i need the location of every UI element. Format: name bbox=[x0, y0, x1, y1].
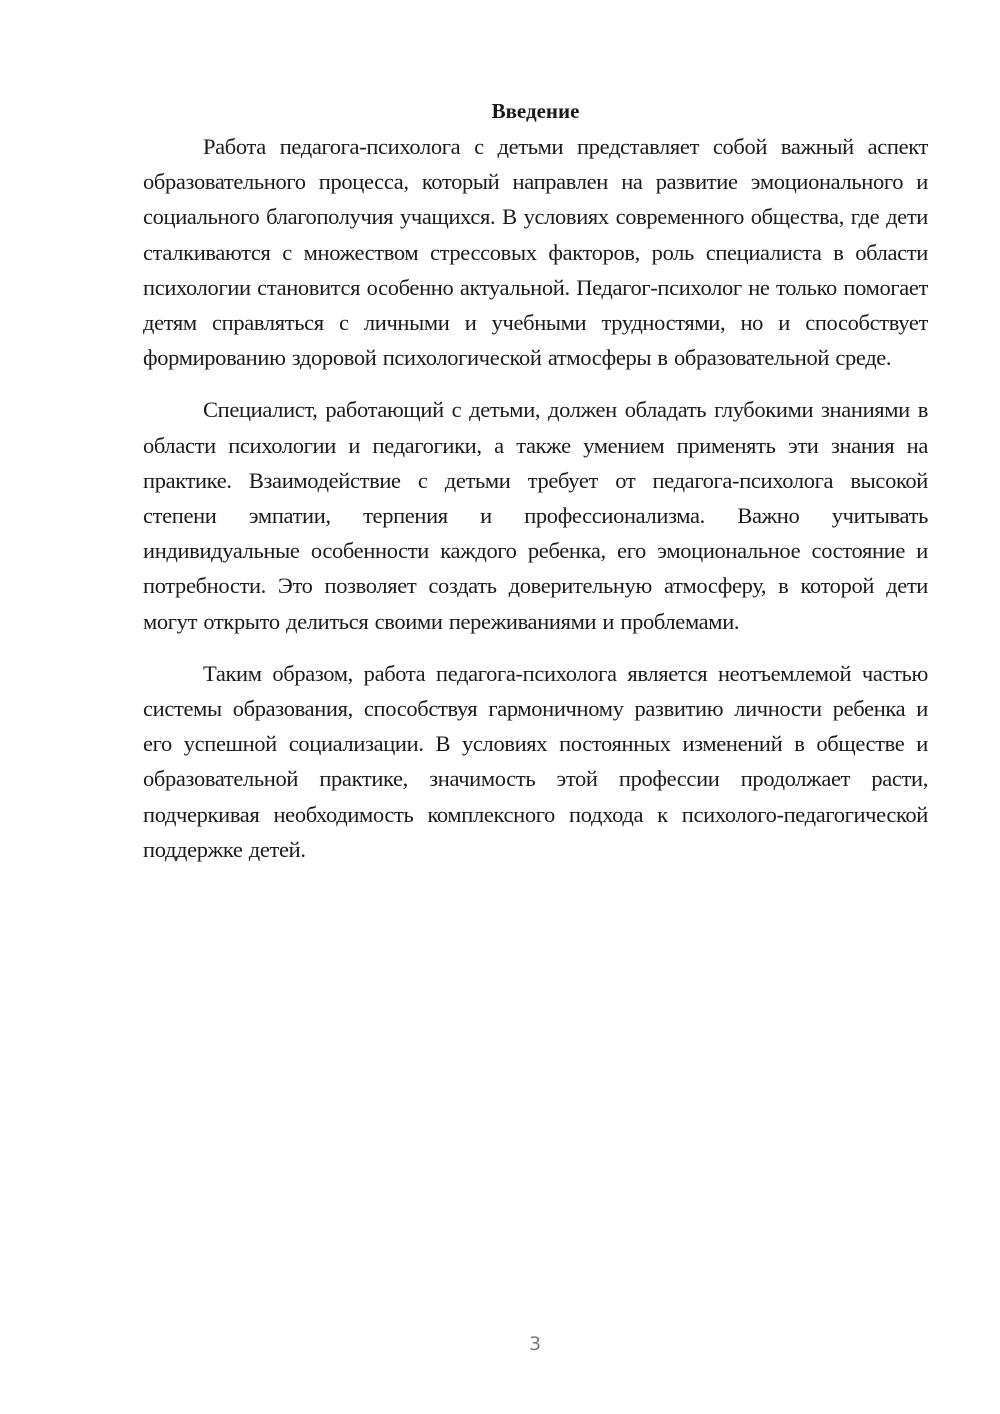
page-number: 3 bbox=[528, 1333, 542, 1355]
paragraph-2: Специалист, работающий с детьми, должен обладать глубокими знаниями в области психологии и педагогики, а также умением применять эти знания на практике. Взаимодействие с детьми требует от педагога-психолога высокой степени эмпатии, терпения и профессионализма. Важно учитывать индивидуальные особенности каждого ребенка, его эмоциональное состояние и потребности. Это позволяет создать доверительную атмосферу, в которой дети могут открыто делиться своими переживаниями и проблемами. bbox=[143, 397, 928, 634]
paragraph-1: Работа педагога-психолога с детьми представляет собой важный аспект образовательного процесса, который направлен на развитие эмоционального и социального благополучия учащихся. В условиях современного общества, где дети сталкиваются с множеством стрессовых факторов, роль специалиста в области психологии становится особенно актуальной. Педагог-психолог не только помогает детям справляться с личными и учебными трудностями, но и способствует формированию здоровой психологической атмосферы в образовательной среде. bbox=[143, 134, 928, 371]
page-content bbox=[143, 94, 928, 867]
paragraph-3: Таким образом, работа педагога-психолога является неотъемлемой частью системы образования, способствуя гармоничному развитию личности ребенка и его успешной социализации. В условиях постоянных изменений в обществе и образовательной практике, значимость этой профессии продолжает расти, подчеркивая необходимость комплексного подхода к психолого-педагогической поддержке детей. bbox=[143, 660, 928, 862]
section-title: Введение bbox=[491, 99, 580, 123]
